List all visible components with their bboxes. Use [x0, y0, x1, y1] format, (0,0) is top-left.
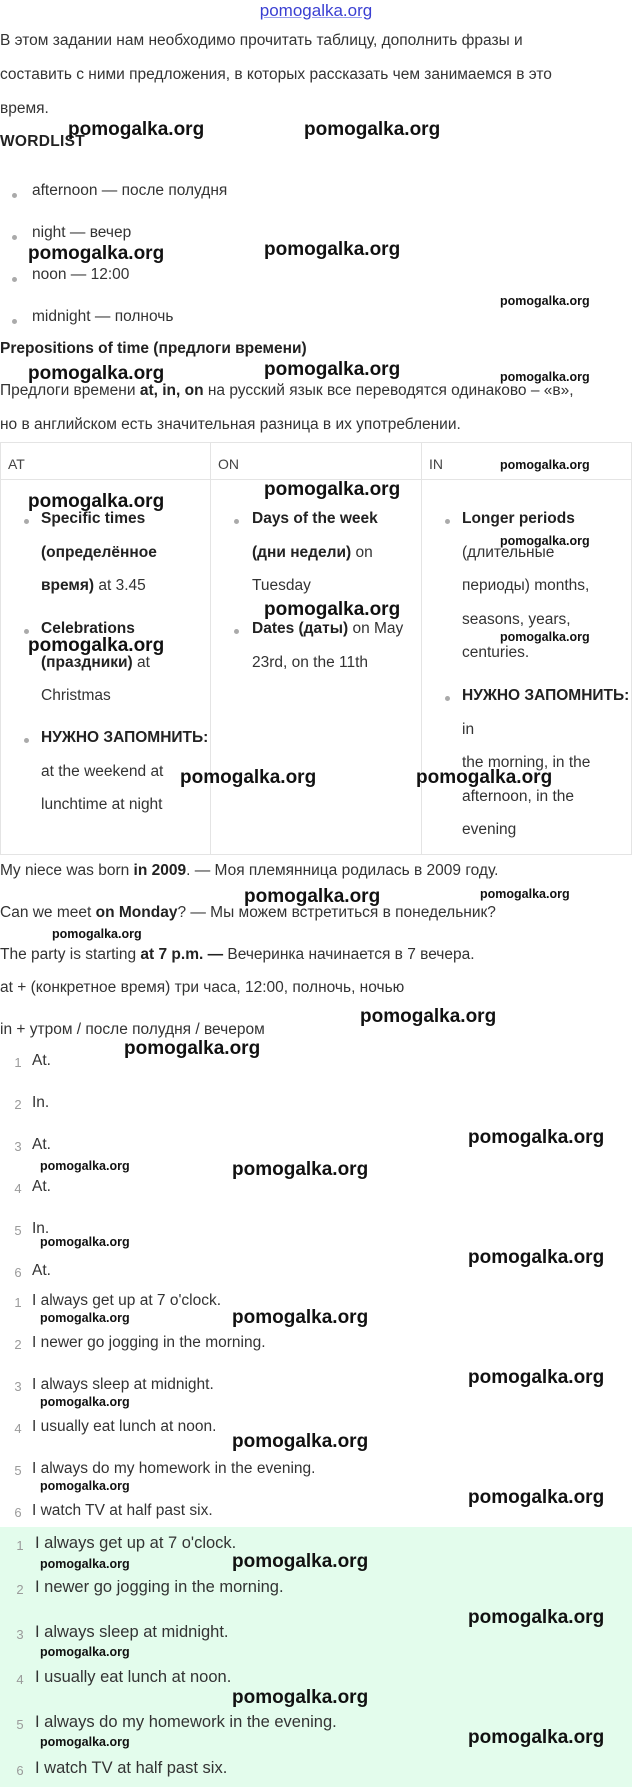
watermark: pomogalka.org [40, 1479, 130, 1493]
highlighted-sentence-3: I always sleep at midnight. [35, 1623, 229, 1641]
watermark: pomogalka.org [180, 767, 317, 788]
list-number: 1 [14, 1295, 22, 1310]
list-number: 5 [14, 1463, 22, 1478]
watermark: pomogalka.org [52, 927, 142, 941]
highlighted-sentence-5: I always do my homework in the evening. [35, 1713, 337, 1731]
list-number: 2 [14, 1337, 22, 1352]
bullet-icon [12, 235, 17, 240]
watermark: pomogalka.org [244, 886, 381, 907]
highlighted-sentence-1: I always get up at 7 o'clock. [35, 1534, 237, 1552]
sentence-6: I watch TV at half past six. [32, 1502, 213, 1519]
watermark: pomogalka.org [28, 491, 165, 512]
watermark: pomogalka.org [468, 1367, 605, 1388]
watermark: pomogalka.org [28, 243, 165, 264]
bullet-icon [234, 519, 239, 524]
table-header-in: IN [429, 456, 443, 472]
in-remember: НУЖНО ЗАПОМНИТЬ: in the morning, in the afternoon, in the evening [462, 687, 630, 838]
watermark: pomogalka.org [264, 479, 401, 500]
on-dates: Dates (даты) on May 23rd, on the 11th [252, 620, 404, 671]
at-celebrations: Celebrations (праздники) at Christmas [41, 620, 150, 704]
bullet-icon [445, 519, 450, 524]
watermark: pomogalka.org [468, 1127, 605, 1148]
watermark: pomogalka.org [68, 119, 205, 140]
watermark: pomogalka.org [40, 1645, 130, 1659]
watermark: pomogalka.org [232, 1307, 369, 1328]
rule-in: in + утром / после полудня / вечером [0, 1021, 265, 1038]
watermark: pomogalka.org [468, 1607, 605, 1628]
example-1: My niece was born in 2009. — Моя племянница родилась в 2009 году. [0, 862, 499, 879]
list-number: 6 [16, 1763, 24, 1778]
watermark: pomogalka.org [264, 599, 401, 620]
bullet-icon [24, 519, 29, 524]
list-number: 5 [14, 1223, 22, 1238]
wordlist-item: night — вечер [32, 224, 132, 241]
list-number: 4 [16, 1672, 24, 1687]
list-number: 3 [14, 1139, 22, 1154]
watermark: pomogalka.org [40, 1735, 130, 1749]
watermark: pomogalka.org [232, 1551, 369, 1572]
watermark: pomogalka.org [124, 1038, 261, 1059]
list-number: 1 [14, 1055, 22, 1070]
list-number: 5 [16, 1717, 24, 1732]
list-number: 3 [14, 1379, 22, 1394]
watermark: pomogalka.org [416, 767, 553, 788]
wordlist-item: noon — 12:00 [32, 266, 130, 283]
watermark: pomogalka.org [232, 1687, 369, 1708]
at-specific-times: Specific times (определённое время) at 3.45 [41, 510, 157, 594]
at-remember: НУЖНО ЗАПОМНИТЬ: at the weekend at lunchtime at night [41, 729, 209, 813]
watermark: pomogalka.org [232, 1431, 369, 1452]
watermark: pomogalka.org [480, 887, 570, 901]
answer-1: At. [32, 1052, 51, 1069]
watermark: pomogalka.org [500, 294, 590, 308]
bullet-icon [12, 193, 17, 198]
answer-6: At. [32, 1262, 51, 1279]
list-number: 6 [14, 1265, 22, 1280]
prepositions-line-1: Предлоги времени at, in, on на русский язык все переводятся одинаково – «в», [0, 382, 574, 399]
watermark: pomogalka.org [468, 1727, 605, 1748]
watermark: pomogalka.org [28, 635, 165, 656]
watermark: pomogalka.org [500, 370, 590, 384]
watermark: pomogalka.org [28, 363, 165, 384]
sentence-4: I usually eat lunch at noon. [32, 1418, 217, 1435]
intro-line-3: время. [0, 100, 49, 117]
on-days: Days of the week (дни недели) on Tuesday [252, 510, 378, 594]
answer-3: At. [32, 1136, 51, 1153]
rule-at: at + (конкретное время) три часа, 12:00, полночь, ночью [0, 979, 405, 996]
highlighted-sentence-2: I newer go jogging in the morning. [35, 1578, 284, 1596]
in-longer-periods: Longer periods (длительные периоды) months, seasons, years, centuries. [462, 510, 590, 661]
wordlist-title: WORDLIST [0, 133, 86, 150]
watermark: pomogalka.org [468, 1247, 605, 1268]
watermark: pomogalka.org [40, 1557, 130, 1571]
list-number: 4 [14, 1421, 22, 1436]
bullet-icon [12, 277, 17, 282]
watermark: pomogalka.org [40, 1159, 130, 1173]
table-header-on: ON [218, 456, 239, 472]
watermark: pomogalka.org [360, 1006, 497, 1027]
highlighted-sentence-4: I usually eat lunch at noon. [35, 1668, 232, 1686]
bullet-icon [12, 319, 17, 324]
watermark: pomogalka.org [500, 630, 590, 644]
watermark: pomogalka.org [40, 1311, 130, 1325]
prepositions-heading: Prepositions of time (предлоги времени) [0, 340, 307, 357]
list-number: 2 [14, 1097, 22, 1112]
list-number: 6 [14, 1505, 22, 1520]
intro-line-2: составить с ними предложения, в которых рассказать чем занимаемся в это [0, 66, 552, 83]
answer-2: In. [32, 1094, 50, 1111]
prepositions-line-2: но в английском есть значительная разница в их употреблении. [0, 416, 461, 433]
watermark: pomogalka.org [40, 1235, 130, 1249]
example-3: The party is starting at 7 p.m. — Вечеринка начинается в 7 вечера. [0, 946, 475, 963]
watermark: pomogalka.org [264, 359, 401, 380]
bullet-icon [445, 696, 450, 701]
watermark: pomogalka.org [40, 1395, 130, 1409]
site-link[interactable]: pomogalka.org [259, 1, 373, 20]
bullet-icon [24, 738, 29, 743]
sentence-3: I always sleep at midnight. [32, 1376, 214, 1393]
watermark: pomogalka.org [264, 239, 401, 260]
sentence-1: I always get up at 7 o'clock. [32, 1292, 222, 1309]
bullet-icon [24, 629, 29, 634]
watermark: pomogalka.org [304, 119, 441, 140]
wordlist-item: midnight — полночь [32, 308, 174, 325]
list-number: 4 [14, 1181, 22, 1196]
highlighted-sentence-6: I watch TV at half past six. [35, 1759, 228, 1777]
answer-5: In. [32, 1220, 50, 1237]
list-number: 1 [16, 1538, 24, 1553]
table-header-at: AT [8, 456, 25, 472]
list-number: 2 [16, 1582, 24, 1597]
answer-4: At. [32, 1178, 51, 1195]
example-2: Can we meet on Monday? — Мы можем встретиться в понедельник? [0, 904, 496, 921]
watermark: pomogalka.org [500, 458, 590, 472]
sentence-5: I always do my homework in the evening. [32, 1460, 316, 1477]
intro-line-1: В этом задании нам необходимо прочитать таблицу, дополнить фразы и [0, 32, 523, 49]
wordlist-item: afternoon — после полудня [32, 182, 228, 199]
sentence-2: I newer go jogging in the morning. [32, 1334, 266, 1351]
watermark: pomogalka.org [232, 1159, 369, 1180]
watermark: pomogalka.org [500, 534, 590, 548]
list-number: 3 [16, 1627, 24, 1642]
bullet-icon [234, 629, 239, 634]
watermark: pomogalka.org [468, 1487, 605, 1508]
